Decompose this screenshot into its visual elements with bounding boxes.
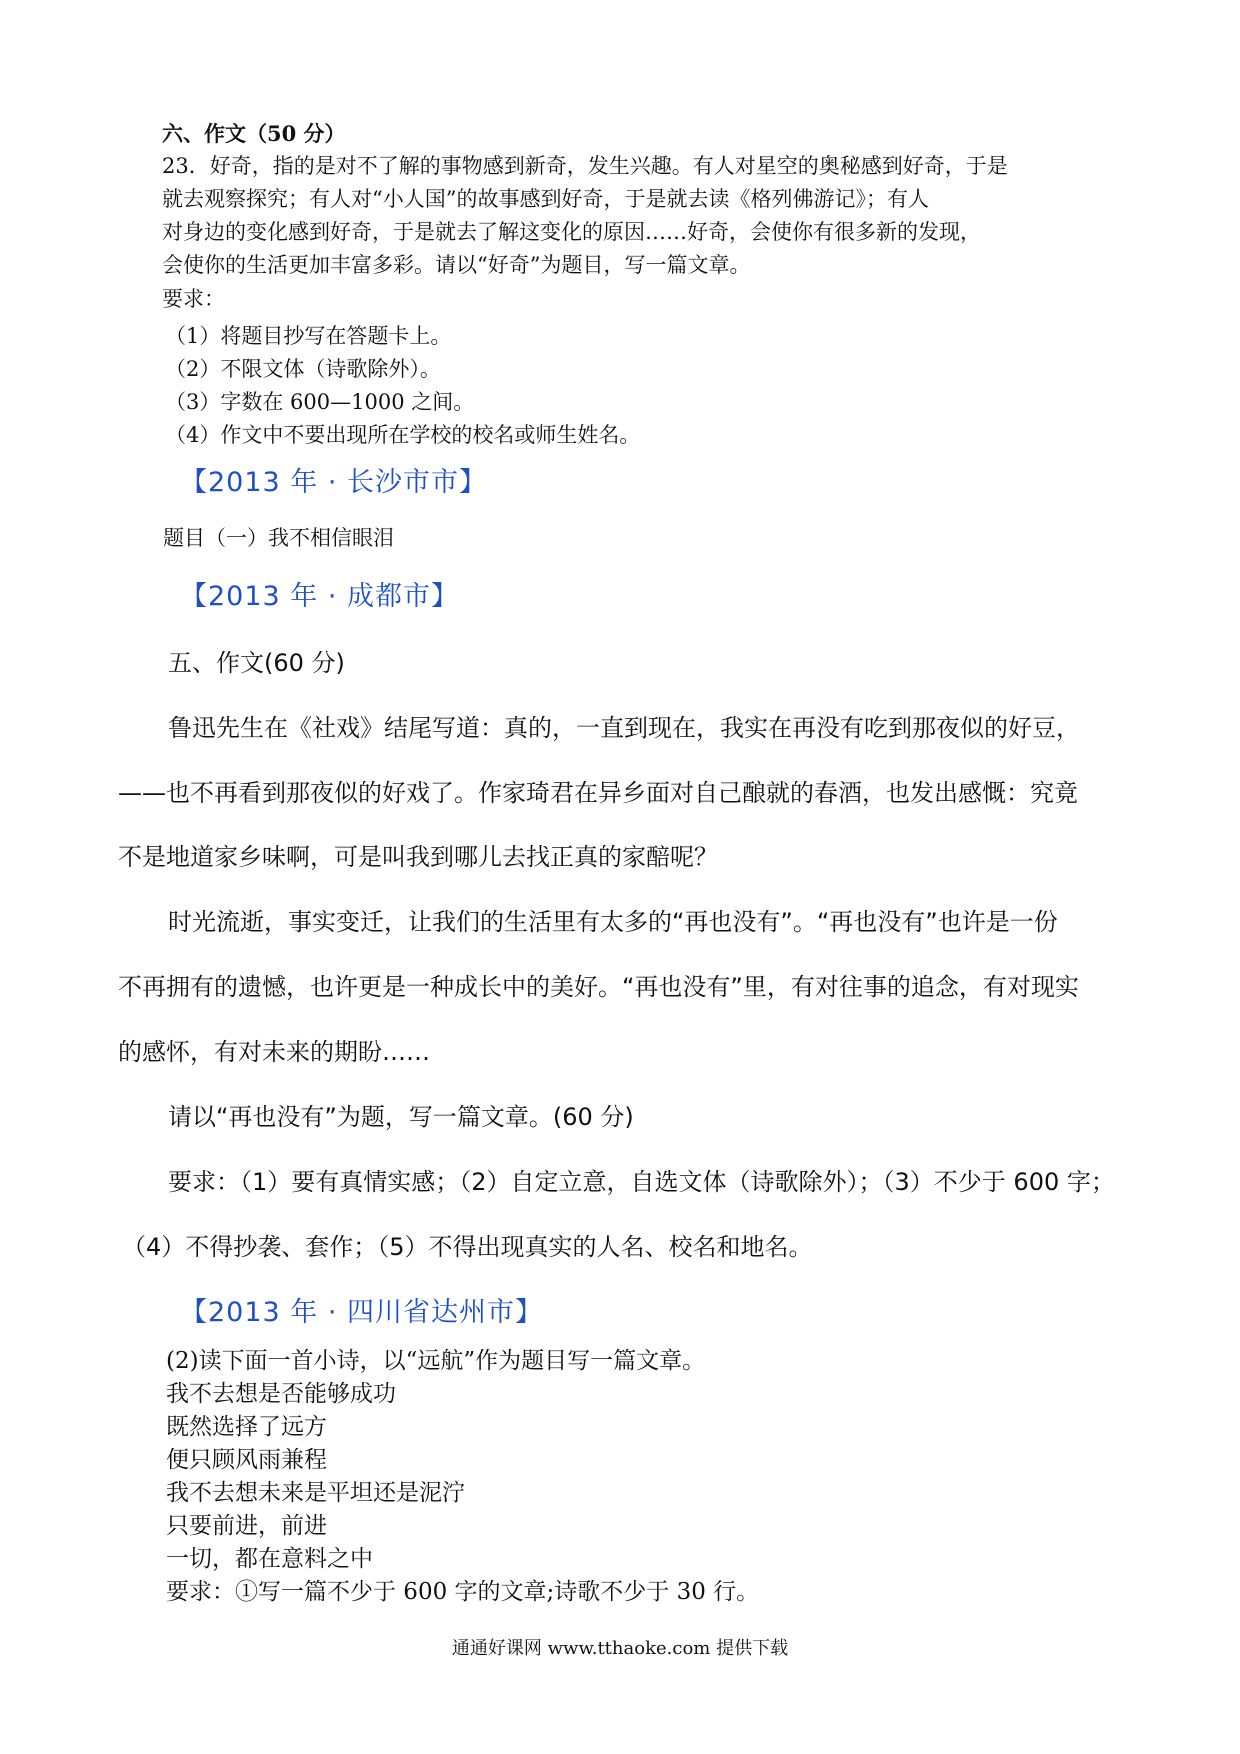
poem-line: 便只顾风雨兼程 xyxy=(166,1447,327,1473)
paragraph-line: 不是地道家乡味啊，可是叫我到哪儿去找正真的家醅呢？ xyxy=(118,843,718,871)
paragraph-line: 要求：（1）要有真情实感；（2）自定立意，自选文体（诗歌除外）；（3）不少于 600 字； xyxy=(168,1168,1115,1196)
paragraph-line: 请以“再也没有”为题，写一篇文章。(60 分) xyxy=(168,1103,634,1131)
section-heading: 六、作文（50 分） xyxy=(162,121,346,146)
page-footer: 通通好课网 www.tthaoke.com 提供下载 xyxy=(451,1638,789,1659)
paragraph-line: 的感怀，有对未来的期盼…… xyxy=(118,1038,430,1066)
poem-requirement: 要求：①写一篇不少于 600 字的文章;诗歌不少于 30 行。 xyxy=(166,1579,760,1605)
poem-line: 一切，都在意料之中 xyxy=(166,1546,373,1572)
chengdu-heading: 【2013 年 · 成都市】 xyxy=(180,581,460,612)
poem-intro: (2)读下面一首小诗，以“远航”作为题目写一篇文章。 xyxy=(166,1348,706,1374)
requirement-item: （2）不限文体（诗歌除外）。 xyxy=(165,357,441,381)
poem-line: 我不去想未来是平坦还是泥泞 xyxy=(166,1480,465,1506)
paragraph-line: ——也不再看到那夜似的好戏了。作家琦君在异乡面对自己酿就的春酒，也发出感慨：究竟 xyxy=(118,779,1078,807)
requirement-item: （3）字数在 600—1000 之间。 xyxy=(165,390,475,414)
prompt-line: 23．好奇，指的是对不了解的事物感到新奇，发生兴趣。有人对星空的奥秘感到好奇，于是 xyxy=(162,154,1008,178)
poem-line: 只要前进，前进 xyxy=(166,1513,327,1539)
poem-line: 我不去想是否能够成功 xyxy=(166,1381,396,1407)
paragraph-line: 鲁迅先生在《社戏》结尾写道：真的，一直到现在，我实在再没有吃到那夜似的好豆， xyxy=(168,714,1080,742)
requirement-item: （1）将题目抄写在答题卡上。 xyxy=(165,324,452,348)
requirements-label: 要求： xyxy=(162,287,225,311)
prompt-line: 就去观察探究；有人对“小人国”的故事感到好奇，于是就去读《格列佛游记》；有人 xyxy=(162,187,929,211)
paragraph-line: 时光流逝，事实变迁，让我们的生活里有太多的“再也没有”。“再也没有”也许是一份 xyxy=(168,908,1058,936)
paragraph-line: （4）不得抄袭、套作；（5）不得出现真实的人名、校名和地名。 xyxy=(122,1233,813,1261)
dazhou-heading: 【2013 年 · 四川省达州市】 xyxy=(180,1297,544,1328)
requirement-item: （4）作文中不要出现所在学校的校名或师生姓名。 xyxy=(165,423,641,447)
poem-line: 既然选择了远方 xyxy=(166,1414,327,1440)
changsha-heading: 【2013 年 · 长沙市市】 xyxy=(180,467,488,498)
changsha-topic: 题目（一）我不相信眼泪 xyxy=(163,526,394,550)
chengdu-section-title: 五、作文(60 分) xyxy=(168,649,345,677)
prompt-line: 对身边的变化感到好奇，于是就去了解这变化的原因……好奇，会使你有很多新的发现， xyxy=(162,220,981,244)
paragraph-line: 不再拥有的遗憾，也许更是一种成长中的美好。“再也没有”里，有对往事的追念，有对现实 xyxy=(118,973,1079,1001)
prompt-line: 会使你的生活更加丰富多彩。请以“好奇”为题目，写一篇文章。 xyxy=(162,253,751,277)
